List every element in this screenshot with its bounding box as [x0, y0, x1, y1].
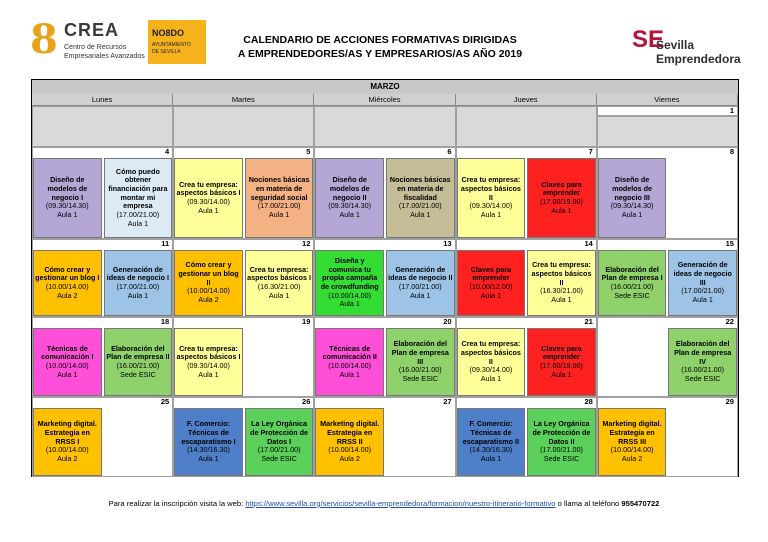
- course-place: Aula 1: [198, 369, 219, 379]
- course-event[interactable]: [386, 328, 455, 396]
- course-name: Diseño de modelos de negocio III: [612, 175, 653, 202]
- day-number: 12: [302, 239, 311, 248]
- course-place: Aula 1: [480, 290, 502, 300]
- course-place: Aula 1: [198, 205, 219, 215]
- course-name: Nociones básicas en materia de seguridad social: [248, 175, 310, 202]
- course-event[interactable]: [33, 158, 102, 238]
- course-name: Crea tu empresa: aspectos básicos II: [460, 175, 521, 202]
- course-time: (10.00/14.00): [45, 361, 89, 370]
- course-place: Sede ESIC: [614, 290, 650, 300]
- course-time: (09.30/14.00): [469, 365, 513, 375]
- course-name: Crea tu empresa: aspectos básicos II: [531, 260, 592, 287]
- day-number: 29: [725, 397, 734, 406]
- day-number: 6: [447, 147, 452, 156]
- day-number: 27: [443, 397, 452, 406]
- day-number: 5: [306, 147, 311, 156]
- day-header-jueves: Jueves: [456, 94, 597, 106]
- day-number: 22: [725, 317, 734, 326]
- course-time: (14.30/16.30): [469, 445, 513, 455]
- course-name: Nociones básicas en materia de fiscalidad: [389, 175, 451, 202]
- course-time: (09.30/14.00): [187, 197, 230, 206]
- course-time: (17.00/21.00): [116, 282, 160, 291]
- course-event[interactable]: [386, 250, 455, 316]
- calendar-day-cell: [314, 106, 455, 147]
- course-place: Aula 1: [621, 210, 643, 220]
- course-place: Aula 1: [410, 210, 431, 220]
- course-name: Generación de ideas de negocio I: [106, 264, 170, 283]
- course-event[interactable]: [598, 158, 667, 238]
- course-time: (10.00/14.00): [328, 361, 372, 370]
- course-time: (17.00/21.00): [681, 286, 725, 296]
- sevilla-logo-subtitle: Emprendedora: [656, 52, 741, 66]
- course-name: Marketing digital. Estrategia en RRSS II: [320, 419, 380, 446]
- course-time: (10.00/14.00): [45, 282, 89, 291]
- sevilla-logo-name: Sevilla: [656, 38, 695, 52]
- course-place: Aula 1: [198, 454, 219, 464]
- course-time: (17.00/19.00): [540, 361, 583, 370]
- nodo-logo-name: NO8DO: [152, 28, 185, 38]
- course-event[interactable]: [457, 158, 526, 238]
- calendar-grid: [31, 79, 739, 477]
- course-event[interactable]: [245, 408, 314, 476]
- course-place: Aula 1: [551, 205, 572, 215]
- course-event[interactable]: [315, 408, 384, 476]
- course-place: Aula 1: [57, 210, 78, 220]
- course-place: Sede ESIC: [543, 454, 580, 464]
- course-event[interactable]: [33, 250, 102, 316]
- course-name: Cómo crear y gestionar un blog I: [35, 264, 100, 283]
- course-time: (10.00/12.00): [469, 282, 513, 291]
- day-number: 20: [443, 317, 452, 326]
- course-time: (16.30/21.00): [257, 282, 301, 291]
- course-event[interactable]: [104, 328, 173, 396]
- course-place: Aula 1: [127, 218, 149, 228]
- course-place: Sede ESIC: [120, 369, 156, 379]
- course-event[interactable]: [527, 158, 596, 238]
- course-event[interactable]: [386, 158, 455, 238]
- sevilla-logo-mark: SE: [632, 26, 665, 53]
- course-place: Aula 2: [57, 454, 78, 464]
- crea-logo-name: CREA: [64, 20, 120, 40]
- course-name: F. Comercio: Técnicas de escaparatismo II: [462, 419, 520, 446]
- course-place: Aula 1: [551, 295, 572, 305]
- day-header-viernes: Viernes: [597, 94, 738, 106]
- course-time: (16.30/21.00): [540, 286, 583, 296]
- day-number: 1: [729, 106, 734, 115]
- day-header-miercoles: Miércoles: [314, 94, 455, 106]
- course-event[interactable]: [245, 158, 314, 238]
- course-place: Aula 2: [621, 454, 643, 464]
- course-name: Generación de ideas de negocio III: [673, 260, 732, 287]
- course-place: Aula 1: [551, 369, 572, 379]
- course-event[interactable]: [33, 328, 102, 396]
- course-place: Aula 2: [339, 454, 360, 464]
- course-event[interactable]: [527, 250, 596, 316]
- course-time: (09.30/14.30): [610, 201, 654, 211]
- day-number: 21: [584, 317, 593, 326]
- course-event[interactable]: [457, 250, 526, 316]
- course-time: (09.30/14.30): [328, 201, 372, 211]
- day-number: 8: [729, 147, 734, 156]
- day-number: 26: [302, 397, 311, 406]
- course-event[interactable]: [457, 408, 526, 476]
- course-event[interactable]: [527, 408, 596, 476]
- course-name: Marketing digital. Estrategia en RRSS I: [37, 419, 97, 446]
- course-event[interactable]: [174, 408, 243, 476]
- page-title-line-2: A EMPRENDEDORES/AS Y EMPRESARIOS/AS AÑO 2019: [237, 48, 523, 60]
- course-event[interactable]: [315, 158, 384, 238]
- course-name: Diseña y comunica tu propia campaña de crowdfunding: [320, 255, 379, 291]
- course-name: Diseño de modelos de negocio II: [329, 175, 370, 202]
- course-name: Crea tu empresa: aspectos básicos I: [176, 179, 241, 198]
- course-event[interactable]: [104, 158, 173, 238]
- course-event[interactable]: [668, 328, 737, 396]
- course-place: Aula 2: [57, 290, 78, 300]
- day-number: 4: [165, 147, 170, 156]
- course-name: Cómo puedo obtener financiación para montar mi empresa: [108, 166, 168, 211]
- course-name: Técnicas de comunicación II: [322, 343, 377, 362]
- course-name: La Ley Orgánica de Protección de Datos II: [532, 419, 591, 446]
- registration-link[interactable]: https://www.sevilla.org/servicios/sevilla-emprendedora/formacion/nuestro-itinerario-formativo: [245, 499, 556, 508]
- course-place: Aula 1: [268, 290, 290, 300]
- course-event[interactable]: [174, 328, 243, 396]
- course-name: Elaboración del Plan de empresa I: [601, 264, 663, 283]
- page-title-line-1: CALENDARIO DE ACCIONES FORMATIVAS DIRIGIDAS: [243, 34, 517, 46]
- crea-logo-subtitle-1: Centro de Recursos: [64, 44, 127, 51]
- course-time: (17.00/21.00): [116, 210, 160, 220]
- course-place: Aula 1: [692, 295, 713, 305]
- phone-number: 955470722: [621, 499, 660, 508]
- course-place: Aula 1: [480, 374, 502, 384]
- course-event[interactable]: [174, 158, 243, 238]
- course-event[interactable]: [104, 250, 173, 316]
- day-number: 14: [584, 239, 593, 248]
- course-time: (10.00/14.00): [610, 445, 654, 455]
- course-time: (14.30/16.30): [187, 445, 230, 455]
- course-time: (16.00/21.00): [681, 365, 725, 375]
- course-name: Elaboración del Plan de empresa II: [106, 343, 170, 362]
- course-event[interactable]: [33, 408, 102, 476]
- calendar-day-cell: [456, 106, 597, 147]
- sevilla-emprendedora-logo: [630, 12, 745, 72]
- course-place: Aula 1: [339, 210, 360, 220]
- course-name: F. Comercio: Técnicas de escaparatismo I: [181, 419, 236, 446]
- course-event[interactable]: [315, 250, 384, 316]
- course-event[interactable]: [527, 328, 596, 396]
- course-time: (10.00/14.00): [328, 290, 372, 300]
- course-place: Aula 1: [339, 369, 360, 379]
- course-event[interactable]: [174, 250, 243, 316]
- course-name: Marketing digital. Estrategia en RRSS III: [602, 419, 662, 446]
- course-event[interactable]: [598, 408, 667, 476]
- course-name: Elaboración del Plan de empresa IV: [674, 339, 732, 366]
- course-name: Crea tu empresa: aspectos básicos I: [176, 343, 241, 362]
- course-place: Aula 2: [198, 295, 219, 305]
- footer-text: Para realizar la inscripción visita la web:: [108, 499, 246, 508]
- course-place: Aula 1: [57, 369, 78, 379]
- course-time: (17.00/21.00): [257, 445, 301, 455]
- calendar-day-cell: [173, 106, 314, 147]
- crea-logo: [30, 18, 150, 66]
- day-number: 19: [302, 317, 311, 326]
- crea-logo-subtitle-2: Empresariales Avanzados: [64, 53, 145, 60]
- course-time: (10.00/14.00): [187, 286, 230, 296]
- course-name: Diseño de modelos de negocio I: [47, 175, 88, 202]
- crea-logo-mark: 8: [30, 16, 58, 63]
- day-header-lunes: Lunes: [32, 94, 173, 106]
- course-place: Aula 1: [127, 290, 149, 300]
- course-name: Crea tu empresa: aspectos básicos I: [247, 264, 312, 283]
- course-name: Generación de ideas de negocio II: [388, 264, 453, 283]
- course-name: Claves para emprender: [541, 343, 582, 362]
- day-number: 11: [161, 239, 170, 248]
- course-time: (16.00/21.00): [116, 361, 160, 370]
- day-number: 25: [160, 397, 170, 406]
- day-number: 15: [725, 239, 734, 248]
- course-name: Elaboración del Plan de empresa III: [391, 339, 449, 366]
- course-time: (09.30/14.30): [45, 201, 89, 211]
- course-name: Claves para emprender: [541, 179, 582, 198]
- course-time: (16.00/21.00): [398, 365, 442, 375]
- nodo-logo-subtitle-1: AYUNTAMIENTO: [152, 42, 191, 48]
- calendar-empty-cell: [597, 116, 738, 147]
- course-name: Claves para emprender: [470, 264, 512, 283]
- day-number: 18: [160, 317, 170, 326]
- course-place: Aula 1: [480, 454, 502, 464]
- course-time: (17.00/21.00): [398, 282, 442, 291]
- day-header-martes: Martes: [173, 94, 314, 106]
- day-number: 7: [588, 147, 593, 156]
- course-place: Sede ESIC: [261, 454, 297, 464]
- footer-text-middle: o llama al teléfono: [555, 499, 622, 508]
- course-event[interactable]: [315, 328, 384, 396]
- course-name: Crea tu empresa: aspectos básicos II: [460, 339, 521, 366]
- course-place: Aula 1: [268, 210, 290, 220]
- course-event[interactable]: [668, 250, 737, 316]
- course-time: (17.00/21.00): [257, 201, 301, 211]
- course-name: Técnicas de comunicación I: [41, 343, 94, 362]
- course-time: (10.00/14.00): [45, 445, 89, 455]
- course-place: Sede ESIC: [402, 374, 439, 384]
- ayuntamiento-logo: [148, 20, 206, 64]
- course-event[interactable]: [457, 328, 526, 396]
- day-number: 28: [584, 397, 593, 406]
- course-place: Aula 1: [410, 290, 431, 300]
- course-time: (16.00/21.00): [610, 282, 654, 291]
- course-place: Aula 1: [339, 299, 360, 309]
- course-place: Sede ESIC: [684, 374, 721, 384]
- course-name: La Ley Orgánica de Protección de Datos I: [250, 419, 309, 446]
- calendar-day-cell: [32, 106, 173, 147]
- course-place: Aula 1: [480, 210, 502, 220]
- course-time: (09.30/14.00): [187, 361, 230, 370]
- month-header: MARZO: [32, 80, 738, 95]
- course-name: Cómo crear y gestionar un blog II: [178, 260, 239, 287]
- course-time: (17.00/19.00): [540, 197, 583, 206]
- course-time: (17.00/21.00): [540, 445, 583, 455]
- course-time: (10.00/14.00): [328, 445, 372, 455]
- course-time: (17.00/21.00): [398, 201, 442, 211]
- course-event[interactable]: [598, 250, 667, 316]
- day-number: 13: [443, 239, 452, 248]
- nodo-logo-subtitle-2: DE SEVILLA: [152, 49, 181, 55]
- course-event[interactable]: [245, 250, 314, 316]
- footer: [0, 499, 768, 508]
- course-time: (09.30/14.00): [469, 201, 513, 211]
